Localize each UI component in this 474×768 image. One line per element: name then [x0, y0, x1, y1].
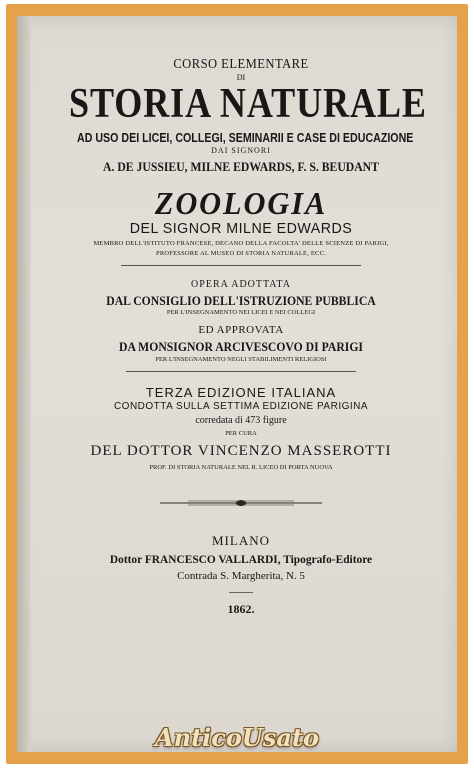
edition: TERZA EDIZIONE ITALIANA — [145, 385, 337, 400]
watermark-logo: AnticoUsato — [155, 723, 319, 752]
opera-label: OPERA ADOTTATA — [191, 279, 291, 290]
subtitle: AD USO DEI LICEI, COLLEGI, SEMINARII E CASE DI EDUCAZIONE — [77, 130, 414, 145]
divider-2 — [126, 371, 356, 372]
city: MILANO — [212, 533, 270, 548]
main-title: STORIA NATURALE — [69, 81, 427, 127]
condotta: CONDOTTA SULLA SETTIMA EDIZIONE PARIGINA — [113, 401, 369, 412]
editor-desc: PROF. DI STORIA NATURALE NEL R. LICEO DI PORTA NUOVA — [149, 463, 333, 471]
consiglio-note: PER L'INSEGNAMENTO NEI LICEI E NEI COLLEGI — [166, 309, 316, 316]
address: Contrada S. Margherita, N. 5 — [177, 570, 305, 582]
book-page — [17, 16, 457, 752]
author-desc-1: MEMBRO DELL'ISTITUTO FRANCESE, DECANO DELLA FACOLTA' DELLE SCIENZE DI PARIGI, — [93, 240, 389, 247]
ornamental-rule — [158, 497, 324, 509]
figure-count: corredata di 473 figure — [195, 415, 287, 426]
di-label: DI — [236, 73, 246, 82]
author-desc-2: PROFESSORE AL MUSEO DI STORIA NATURALE, ECC. — [156, 249, 326, 257]
course-heading: CORSO ELEMENTARE — [173, 57, 309, 72]
short-rule — [229, 592, 253, 593]
arcivescovo: DA MONSIGNOR ARCIVESCOVO DI PARIGI — [119, 338, 363, 354]
page-spine-edge — [17, 16, 31, 752]
per-cura: PER CURA — [225, 430, 257, 437]
consiglio: DAL CONSIGLIO DELL'ISTRUZIONE PUBBLICA — [106, 293, 376, 308]
editor: DEL DOTTOR VINCENZO MASSEROTTI — [90, 442, 392, 459]
divider-1 — [121, 265, 361, 266]
arcivescovo-note: PER L'INSEGNAMENTO NEGLI STABILIMENTI RELIGIOSI — [155, 355, 327, 363]
publisher: Dottor FRANCESCO VALLARDI, Tipografo-Editore — [109, 552, 373, 566]
volume-author: DEL SIGNOR MILNE EDWARDS — [129, 220, 353, 237]
approvata-label: ED APPROVATA — [198, 323, 284, 336]
volume-title: ZOOLOGIA — [154, 185, 328, 221]
dai-signori: DAI SIGNORI — [211, 146, 271, 155]
authors: A. DE JUSSIEU, MILNE EDWARDS, F. S. BEUDANT — [103, 159, 379, 174]
title-page-content — [41, 58, 441, 615]
year: 1862. — [227, 602, 255, 616]
